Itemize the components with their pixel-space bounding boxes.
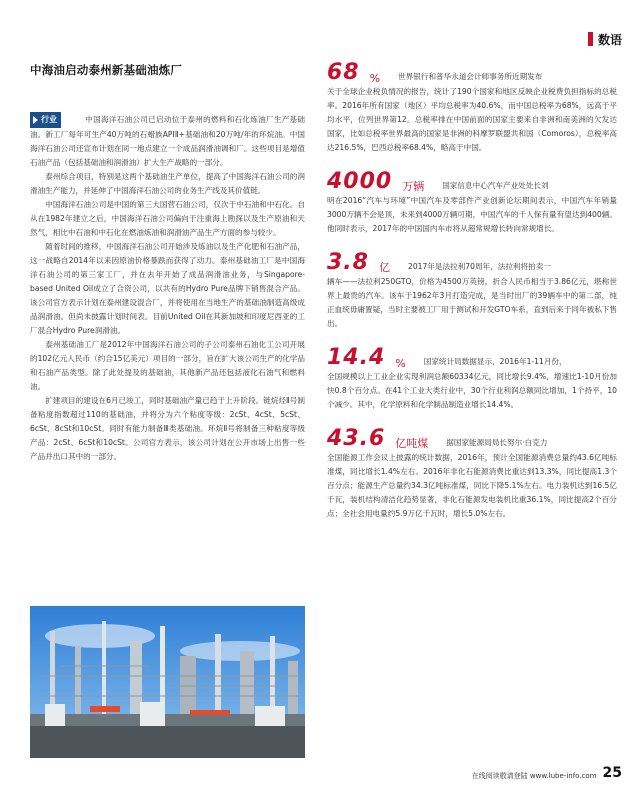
stat-unit: 亿 <box>378 261 390 274</box>
stat-value: 14.4 <box>327 345 386 370</box>
triangle-icon <box>33 116 38 124</box>
page-footer <box>472 765 622 781</box>
stat-unit: % <box>395 357 406 370</box>
stat-unit: 亿吨煤 <box>395 437 429 450</box>
category-label: 行业 <box>41 115 57 124</box>
article-paragraph: 扩建项目的建设在6月已竣工，同时基础油产量已趋于上升阶段。链烷烃Ⅱ号制备粘度指数超过110的基础油，并将分为六个粘度等级：2cSt、4cSt、5cSt、6cSt、8cSt和10cSt。同时有能力制备Ⅲ类基础油。环烷Ⅱ号将制备三种粘度等级产品：2cSt、6cSt和10cSt。公司官方表示，该公司计划在公开市场上出售一些产品并出口其中的一部分。 <box>30 396 305 461</box>
section-tag <box>588 28 622 50</box>
refinery-photo <box>30 606 305 758</box>
stat-block <box>327 60 617 155</box>
stat-lead: 世界银行和普华永道会计师事务所近期发布 <box>398 72 543 81</box>
stat-block <box>327 345 617 412</box>
stat-block <box>327 169 617 236</box>
section-tag-label: 数语 <box>597 32 622 47</box>
section-tag-bar <box>588 32 593 46</box>
stat-lead: 2017年是法拉利70周年，法拉利将拍卖一 <box>407 262 551 271</box>
stat-body: 全国规模以上工业企业实现利润总额60334亿元，同比增长9.4%，增速比1-10月份加快0.8个百分点。在41个工业大类行业中，30个行业利润总额同比增加，1个持平，10个减少。其中，化学原料和化学制品制造业增长14.4%。 <box>327 372 617 409</box>
article-headline: 中海油启动泰州新基础油炼厂 <box>30 63 183 77</box>
stat-lead: 国家统计局数据显示，2016年1-11月份， <box>423 357 567 366</box>
article-paragraph: 泰州综合项目，特别是这两个基础油生产单位，提高了中国海洋石油公司的润滑油生产能力，并延伸了中国海洋石油公司的业务生产线及其价值链。 <box>30 172 305 195</box>
article-paragraph: 随着时间的推移，中国海洋石油公司开始涉及炼油以及生产化肥和石油产品，这一战略自2014年以来因原油价格暴跌而获得了动力。泰州基础油工厂是中国海洋石油公司的第三家工厂，并在去年开始了成品润滑油业务，与Singapore-based United Oil成立了合资公司，以共有的Hydro Pure品牌下销售混合产品。该公司官方表示计划在泰州建设混合厂，并将使用在当地生产的基础油制造高级成品润滑油。但尚未披露计划时间表。目前United Oil在其新加坡和印度尼西亚的工厂混合Hydro Pure润滑油。 <box>30 242 305 335</box>
category-badge <box>30 112 61 128</box>
stat-block <box>327 426 617 521</box>
stats-column <box>327 60 617 535</box>
stat-lead: 国家信息中心汽车产业处处长刘 <box>442 181 549 190</box>
article-paragraph: 泰州基础油工厂是2012年中国海洋石油公司的子公司泰州石油化工公司开展的102亿元人民币（约合15亿美元）项目的一部分，旨在扩大该公司生产的化学品和石油产品类型。除了此处提及的基础油，其他新产品还包括液化石油气和燃料油。 <box>30 340 305 391</box>
stat-value: 43.6 <box>327 426 386 451</box>
stat-body: 关于全球企业税负情况的报告，统计了190个国家和地区反映企业税费负担指标的总税率。2016年所有国家（地区）平均总税率为40.6%，而中国总税率为68%，远高于平均水平，位列世界第12。总税率排在中国前面的国家主要来自非洲和南美洲的欠发达国家，比如总税率世界最高的国家是非洲的科摩罗联盟共和国（Comoros），总税率高达216.5%，巴西总税率68.4%，略高于中国。 <box>327 87 617 152</box>
stat-unit: 万辆 <box>402 180 425 193</box>
footer-website-text[interactable]: 在线阅读敬请登陆 www.lube-info.com <box>471 772 597 780</box>
page-number: 25 <box>602 765 622 781</box>
stat-body: 明在2016“汽车与环境”中国汽车及零部件产业创新论坛期间表示，中国汽车年销量3000万辆不会是顶，未来到4000万辆可期，中国汽车的千人保有量有望达到400辆。他同时表示，2017年的中国国内车市将从超常规增长转向常规增长。 <box>327 196 617 233</box>
article-paragraph: 中国海洋石油公司是中国的第三大国营石油公司，仅次于中石油和中石化。自从在1982年建立之后，中国海洋石油公司偏向于注重海上勘探以及生产原油和天然气，相比中石油和中石化在燃油炼油和润滑油产品生产方面的参与较少。 <box>30 200 305 237</box>
article-paragraph <box>30 112 305 170</box>
stat-body: 辆车——法拉利250GTO，价格为4500万英镑，折合人民币相当于3.86亿元，堪称世界上最贵的汽车。该车于1962年3月打造完成，是当时出厂的39辆车中的第二部，纯正血统毋庸置疑，当时主要被工厂用于测试和开发GTO车系，直到后来于同年被私下售出。 <box>327 277 617 328</box>
stat-value: 68 <box>327 60 360 85</box>
stat-unit: % <box>369 72 381 85</box>
stat-lead: 据国家能源局局长努尔·白克力 <box>446 438 548 447</box>
paragraph-text: 中国海洋石油公司已启动位于泰州的燃料和石化炼油厂生产基础油。新工厂每年可生产40万吨的石蜡族APIⅡ+基础油和20万吨/年的环烷油。中国海洋石油公司还宣布计划在同一地点建立一个成品润滑油调和厂。这些项目是增值石油产品（包括基础油和润滑油）扩大生产战略的一部分。 <box>30 115 305 167</box>
stat-value: 3.8 <box>327 250 369 275</box>
stat-value: 4000 <box>327 169 393 194</box>
stat-body: 全国能源工作会议上披露的统计数据，2016年，预计全国能源消费总量约43.6亿吨标准煤，同比增长1.4%左右。2016年非化石能源消费比重达到13.3%，同比提高1.3个百分点；能源生产总量约34.3亿吨标准煤，同比下降5.1%左右。电力装机达到16.5亿千瓦，装机结构清洁化趋势显著，非化石能源发电装机比重36.1%，同比提高2个百分点；全社会用电量约5.9万亿千瓦时，增长5.0%左右。 <box>327 453 617 518</box>
article-column <box>30 62 305 464</box>
stat-block <box>327 250 617 331</box>
